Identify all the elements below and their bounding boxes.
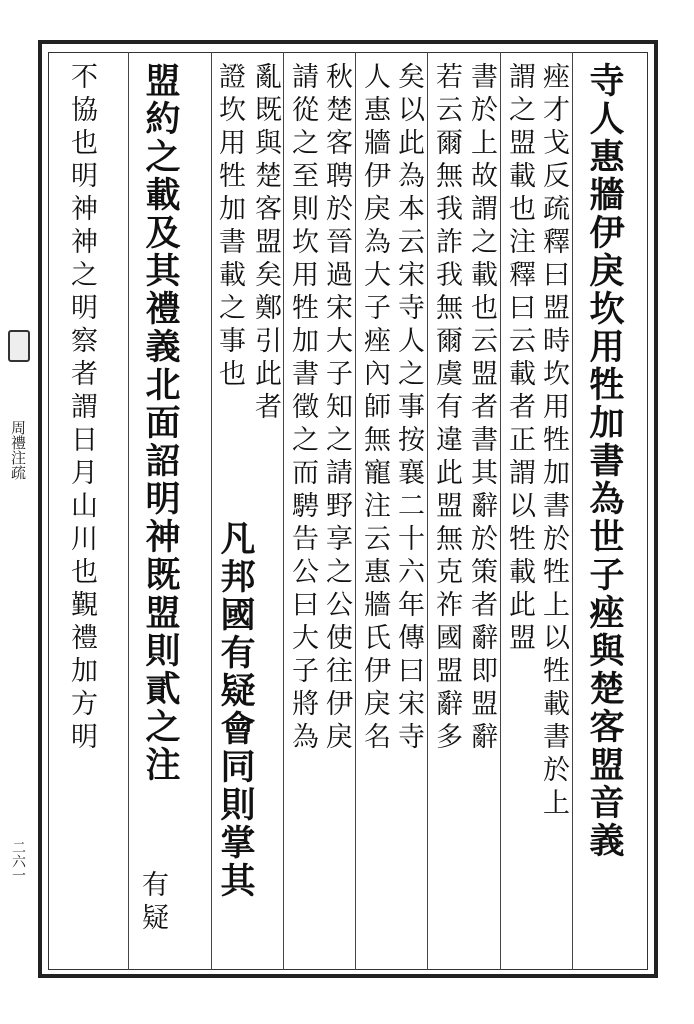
text-column-10: 亂既與楚客盟矣鄭引此者 [250,62,281,425]
text-column-2: 痤才戈反疏釋曰盟時坎用牲加書於牲上以牲載書於上 [538,62,569,821]
column-divider [427,52,428,970]
fold-title: 周禮注疏 [9,420,27,480]
page-number: 二六一 [10,840,26,882]
text-column-6: 矣以此為本云宋寺人之事按襄二十六年傳曰宋寺 [393,62,424,755]
text-column-12: 盟約之載及其禮義北面詔明神既盟則貳之注 [140,62,181,784]
text-column-7: 人惠牆伊戾為大子痤內師無寵注云惠牆氏伊戾名 [359,62,390,755]
text-column-5: 若云爾無我詐我無爾虞有違此盟無克祚國盟辭多 [431,62,462,755]
column-divider [211,52,212,970]
column-divider [128,52,129,970]
text-column-10-main: 凡邦國有疑會同則掌其 [215,520,256,900]
text-column-8: 秋楚客聘於晉過宋大子知之請野享之公使往伊戾 [321,62,352,755]
fish-tail-mark-icon [8,330,30,362]
text-column-13: 不協也明神神之明察者謂日月山川也覲禮加方明 [66,62,97,755]
text-column-9: 請從之至則坎用牲加書徵之而騁告公曰大子將為 [287,62,318,755]
text-column-4: 書於上故謂之載也云盟者書其辭於策者辭即盟辭 [466,62,497,755]
column-divider [355,52,356,970]
column-divider [500,52,501,970]
column-divider [283,52,284,970]
column-divider [572,52,573,970]
fold-margin [2,330,36,650]
text-column-11: 證坎用牲加書載之事也 [214,62,245,392]
text-column-1: 寺人惠牆伊戾坎用牲加書為世子痤與楚客盟音義 [584,62,625,860]
text-column-12-note: 有疑 [137,870,168,936]
text-column-3: 謂之盟載也注釋曰云載者正謂以牲載此盟 [504,62,535,656]
